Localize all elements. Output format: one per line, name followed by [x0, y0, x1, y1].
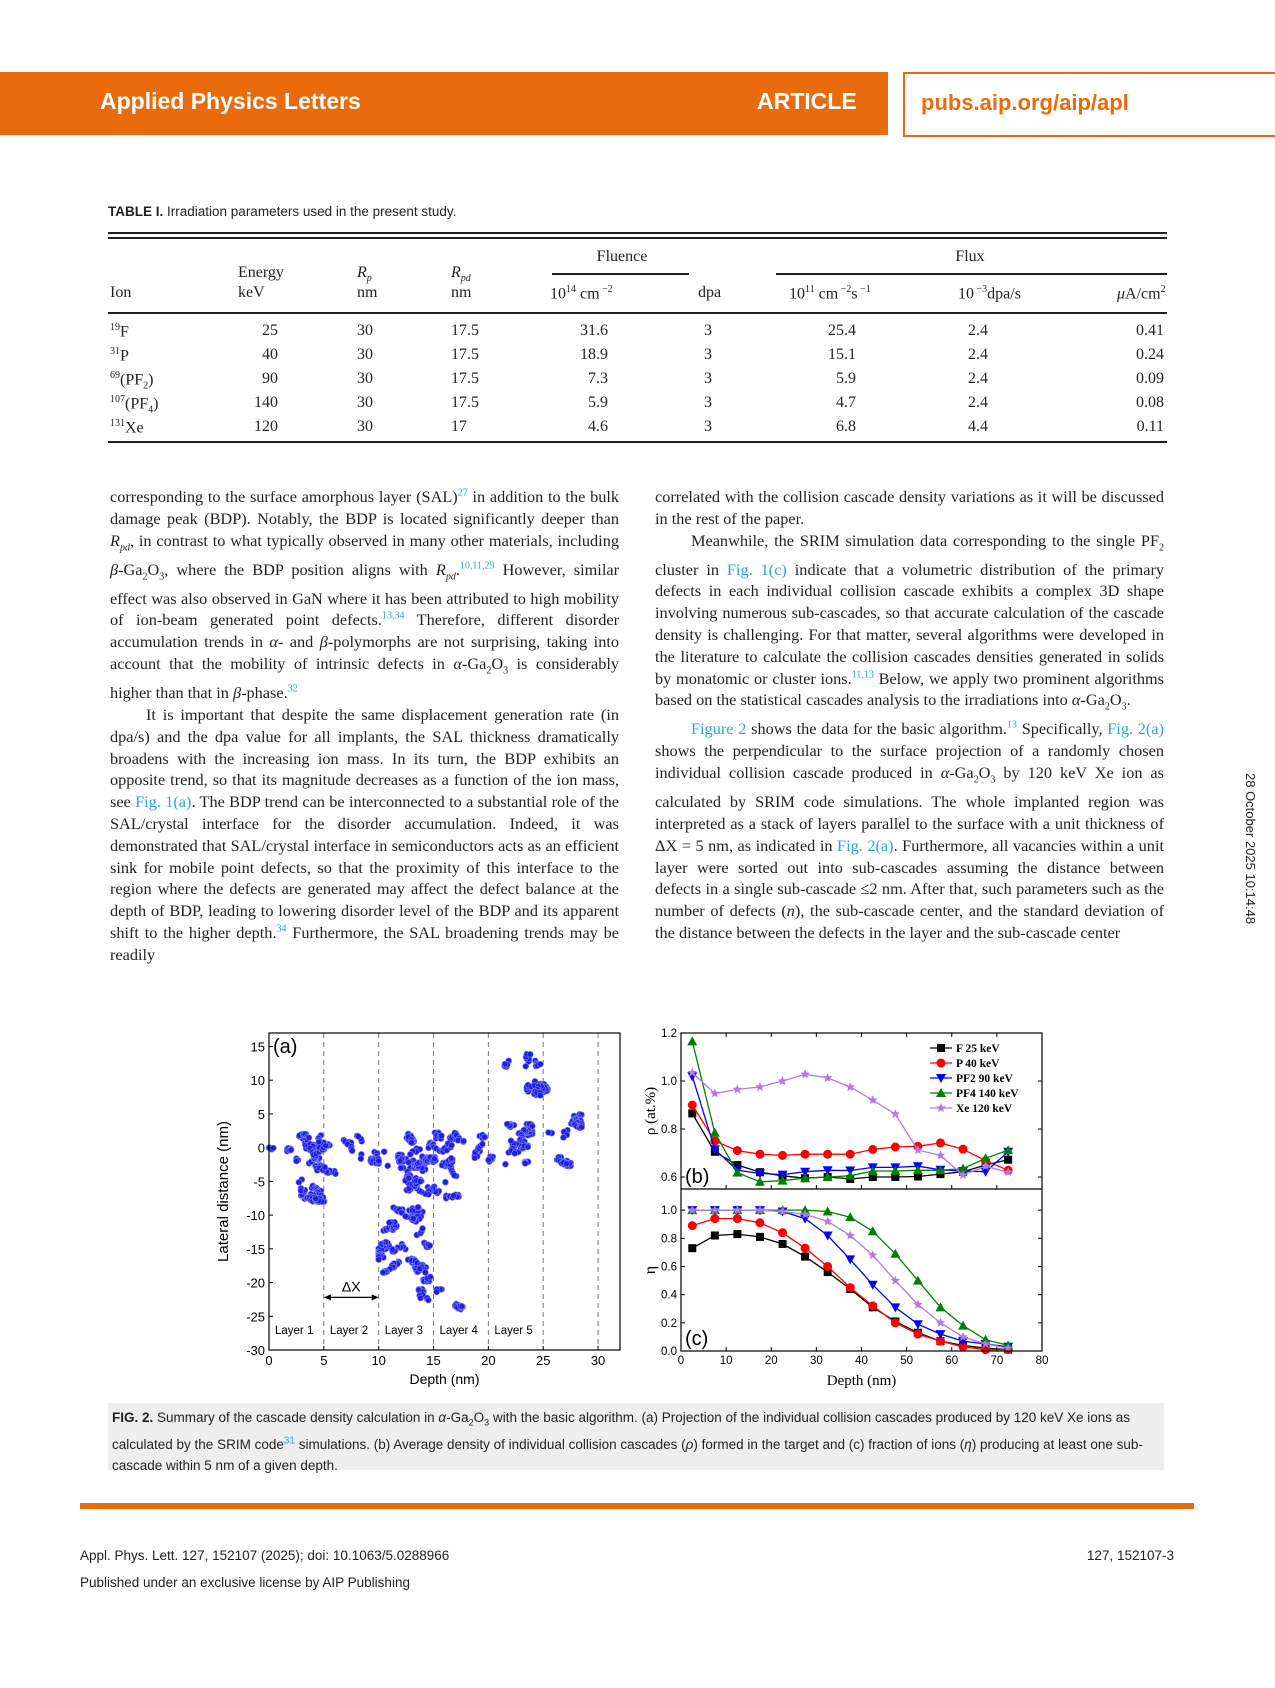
- figure-link[interactable]: Fig. 1(c): [726, 559, 787, 579]
- x-tick-label: 50: [900, 1355, 914, 1367]
- table-cell-dpa-rate: 2.4: [968, 346, 988, 363]
- table-cell-fluence: 18.9: [580, 346, 608, 363]
- table-caption: [108, 204, 456, 219]
- figure-link[interactable]: Fig. 1(a): [135, 792, 192, 812]
- x-tick-label: 0: [265, 1353, 273, 1368]
- table-cell-fluence: 7.3: [588, 370, 608, 387]
- x-tick-label: 20: [481, 1353, 496, 1368]
- ref-link[interactable]: 34: [276, 923, 287, 935]
- table-cell-energy: 140: [254, 394, 278, 411]
- table-cell-current: 0.24: [1136, 346, 1164, 363]
- paragraph: corresponding to the surface amorphous layer (SAL)$^{27}$ in addition to the bulk damage peak (BDP). Notably, the BDP is located significantly deeper than $R_{pd}$, in contrast to what typically observed in many other materials, including $\beta-Ga_2O_3$, where the BDP position aligns with $R_{pd}.^{10,11,29}$ However, similar effect was also observed in GaN where it has been attributed to high mobility of ion-beam generated point defects.$^{13,34}$ Therefore, different disorder accumulation trends in α- and β-polymorphs are not surprising, taking into account that the mobility of intrinsic defects in $\alpha-Ga_2O_3$ is considerably higher than that in β-phase.$^{32}$: [110, 487, 620, 703]
- table-cell-energy: 90: [262, 370, 278, 387]
- y-tick-label-eta: 0.8: [661, 1233, 677, 1246]
- table-header-rule: [108, 312, 1167, 314]
- y-tick-label: -30: [246, 1343, 265, 1358]
- panel-label-b: (b): [685, 1166, 710, 1188]
- table-bottom-rule: [108, 441, 1167, 443]
- table-cell-dpa: 3: [704, 322, 712, 339]
- cascade-points: [266, 1051, 585, 1312]
- table-cell-fluence: 4.6: [588, 418, 608, 435]
- group-header-fluence: Fluence: [596, 248, 648, 265]
- y-tick-label: 10: [250, 1073, 265, 1089]
- col-header-rp-unit: nm: [357, 284, 378, 301]
- table-cell-rpd: 17.5: [451, 346, 479, 363]
- table-cell-energy: 40: [262, 346, 278, 363]
- col-header-rp: $R_p$: [357, 264, 372, 285]
- y-tick-label-eta: 1.0: [661, 1205, 677, 1218]
- x-tick-label: 20: [764, 1355, 778, 1367]
- table-cell-rpd: 17.5: [451, 394, 479, 411]
- figure-2a-scatter: [210, 1028, 630, 1393]
- ref-link[interactable]: 32: [287, 683, 298, 695]
- table-cell-rpd: 17: [451, 418, 467, 435]
- layer-label: Layer 1: [275, 1324, 314, 1337]
- table-cell-rp: 30: [357, 394, 373, 411]
- table-cell-flux: 6.8: [836, 418, 856, 435]
- ref-link[interactable]: 13: [1007, 720, 1017, 732]
- table-cell-rpd: 17.5: [451, 322, 479, 339]
- y-tick-label: -10: [246, 1208, 265, 1224]
- y-tick-label: 5: [257, 1106, 265, 1122]
- col-header-dpa: dpa: [698, 284, 722, 301]
- figure-caption: FIG. 2. Summary of the cascade density calculation in $\alpha-Ga_2O_3$ with the basic algorithm. (a) Projection of the individual collision cascades produced by 120 keV Xe ions as calculated by the SRIM code$^{31}$ simulations. (b) Average density of individual collision cascades (ρ) formed in the target and (c) fraction of ions (η) producing at least one sub-cascade within 5 nm of a given depth.: [112, 1410, 1143, 1473]
- figure-link[interactable]: Fig. 2(a): [1107, 719, 1164, 739]
- table-cell-rp: 30: [357, 370, 373, 387]
- body-right-column: [655, 486, 1164, 944]
- figure-link[interactable]: Fig. 2(a): [837, 835, 894, 855]
- x-tick-label: 25: [535, 1353, 551, 1368]
- x-tick-label: 30: [590, 1353, 606, 1368]
- table-cell-ion: $^{131}$Xe: [110, 418, 144, 437]
- download-timestamp: 28 October 2025 10:14:48: [1243, 773, 1258, 925]
- table-cell-current: 0.41: [1136, 322, 1164, 339]
- delta-x-label: ΔX: [341, 1278, 361, 1295]
- y-tick-label-eta: 0.4: [661, 1289, 677, 1302]
- col-header-ion: Ion: [110, 284, 132, 301]
- table-cell-dpa: 3: [704, 346, 712, 363]
- y-tick-label-eta: 0.2: [661, 1317, 677, 1330]
- y-tick-label: -5: [253, 1174, 265, 1190]
- ref-link[interactable]: 11,13: [851, 669, 874, 681]
- x-tick-label: 40: [855, 1355, 868, 1367]
- y-axis-label-rho: ρ (at.%): [643, 1086, 659, 1136]
- journal-url-link[interactable]: pubs.aip.org/aip/apl: [921, 90, 1129, 115]
- col-header-rpd-unit: nm: [451, 284, 472, 301]
- footer-license: Published under an exclusive license by AIP Publishing: [80, 1575, 410, 1590]
- article-type-label: ARTICLE: [757, 88, 857, 114]
- flux-group-rule: [776, 273, 1167, 275]
- footer-citation: Appl. Phys. Lett. 127, 152107 (2025); doi: 10.1063/5.0288966: [80, 1548, 450, 1563]
- table-cell-rp: 30: [357, 322, 373, 339]
- x-tick-label: 80: [1035, 1355, 1049, 1367]
- legend-label: P 40 keV: [956, 1058, 1000, 1070]
- layer-label: Layer 4: [439, 1324, 478, 1337]
- y-tick-label-rho: 1.0: [661, 1076, 677, 1088]
- table-cell-current: 0.09: [1136, 370, 1164, 387]
- ref-link[interactable]: 31: [283, 1435, 295, 1447]
- table-caption-text: Irradiation parameters used in the present study.: [167, 204, 457, 219]
- y-axis-label-eta: η: [642, 1265, 659, 1275]
- table-cell-flux: 15.1: [828, 346, 856, 363]
- y-tick-label: -15: [246, 1241, 265, 1257]
- x-tick-label: 10: [371, 1353, 386, 1368]
- table-cell-current: 0.08: [1136, 394, 1164, 411]
- fluence-group-rule: [552, 273, 689, 275]
- table-cell-dpa: 3: [704, 418, 712, 435]
- y-tick-label: 15: [250, 1039, 265, 1055]
- table-cell-flux: 25.4: [828, 322, 856, 339]
- x-axis-label: Depth (nm): [409, 1371, 480, 1387]
- ref-link[interactable]: 27: [457, 487, 468, 499]
- table-cell-dpa: 3: [704, 394, 712, 411]
- table-cell-dpa-rate: 2.4: [968, 322, 988, 339]
- col-header-rpd: $R_{pd}$: [451, 264, 471, 285]
- table-cell-dpa: 3: [704, 370, 712, 387]
- col-header-energy-unit: keV: [238, 284, 265, 301]
- col-header-flux-unit: $10^{11}$ cm $^{-2}$s $^{-1}$: [789, 284, 871, 303]
- col-header-fluence-unit: $10^{14}$ cm $^{-2}$: [550, 284, 613, 303]
- y-tick-label-rho: 1.2: [661, 1028, 677, 1040]
- x-tick-label: 70: [990, 1355, 1004, 1367]
- eta-series-xe-120-kev: [688, 1205, 1013, 1352]
- table-cell-rpd: 17.5: [451, 370, 479, 387]
- x-tick-label: 15: [426, 1353, 441, 1368]
- y-tick-label: -25: [246, 1309, 265, 1325]
- table-top-rule: [108, 232, 1167, 234]
- panel-label-c: (c): [685, 1328, 709, 1350]
- x-tick-label: 0: [677, 1355, 685, 1367]
- col-header-dpa-rate: 10 $^{-3}$dpa/s: [958, 284, 1021, 303]
- table-cell-ion: $^{69}(PF_2)$: [110, 370, 154, 392]
- table-top-rule-2: [108, 237, 1167, 239]
- footer-bar: [80, 1503, 1194, 1509]
- y-tick-label-eta: 0.6: [661, 1261, 677, 1274]
- layer-label: Layer 3: [384, 1324, 424, 1337]
- table-cell-dpa-rate: 2.4: [968, 394, 988, 411]
- table-cell-rp: 30: [357, 346, 373, 363]
- table-cell-flux: 4.7: [836, 394, 856, 411]
- footer-page-number: 127, 152107-3: [1086, 1548, 1174, 1563]
- figure-2bc-line-charts: [640, 1020, 1070, 1400]
- y-tick-label-rho: 0.8: [661, 1124, 677, 1136]
- x-tick-label: 10: [719, 1355, 733, 1367]
- y-tick-label-rho: 0.6: [661, 1172, 677, 1184]
- ref-link[interactable]: 10,11,29: [459, 560, 495, 572]
- body-left-column: [110, 486, 619, 965]
- table-cell-flux: 5.9: [836, 370, 856, 387]
- ref-link[interactable]: 13,34: [381, 611, 405, 623]
- x-tick-label: 30: [809, 1355, 823, 1367]
- x-tick-label: 60: [945, 1355, 959, 1367]
- table-label: TABLE I.: [108, 204, 164, 219]
- paragraph: It is important that despite the same displacement generation rate (in dpa/s) and the dpa value for all implants, the SAL thickness dramatically broadens with the increasing ion mass. In its turn, the BDP exhibits an opposite trend, so that its magnitude decreases as a function of the ion mass, see Fig. 1(a). The BDP trend can be interconnected to a substantial role of the SAL/crystal interface for the disorder accumulation. Indeed, it was demonstrated that SAL/crystal interface in semiconductors acts as an efficient sink for mobile point defects, so that the proximity of this interface to the region where the defects are generated may affect the defect balance at the depth of BDP, leading to lowering disorder level of the BDP and its apparent shift to the higher depth.$^{34}$ Furthermore, the SAL broadening trends may be readily: [110, 704, 620, 964]
- table-cell-ion: $^{19}$F: [110, 322, 129, 341]
- y-tick-label-eta: 0.0: [661, 1346, 677, 1358]
- journal-title: Applied Physics Letters: [100, 88, 361, 114]
- x-axis-label: Depth (nm): [826, 1373, 897, 1389]
- table-cell-rp: 30: [357, 418, 373, 435]
- paragraph: Figure 2 shows the data for the basic algorithm.$^{13}$ Specifically, Fig. 2(a) shows the perpendicular to the surface projection of a randomly chosen individual collision cascade produced in $\alpha-Ga_2O_3$ by 120 keV Xe ion as calculated by SRIM code simulations. The whole implanted region was interpreted as a stack of layers parallel to the surface with a unit thickness of ΔX = 5 nm, as indicated in Fig. 2(a). Furthermore, all vacancies within a unit layer were sorted out into sub-cascades assuming the distance between defects in a single sub-cascade ≤2 nm. After that, such parameters such as the number of defects (n), the sub-cascade center, and the standard deviation of the distance between the defects in the layer and the sub-cascade center: [655, 719, 1164, 942]
- eta-series-pf4-140-kev: [687, 1205, 1013, 1349]
- table-cell-dpa-rate: 4.4: [968, 418, 988, 435]
- legend-label: PF2 90 keV: [956, 1073, 1013, 1085]
- legend: [930, 1043, 1019, 1115]
- table-cell-current: 0.11: [1136, 418, 1164, 435]
- layer-label: Layer 5: [494, 1324, 533, 1337]
- table-cell-ion: $^{31}$P: [110, 346, 129, 365]
- panel-label: (a): [273, 1036, 298, 1058]
- legend-label: PF4 140 keV: [956, 1088, 1019, 1100]
- paragraph: Meanwhile, the SRIM simulation data corresponding to the single $PF_2$ cluster in Fig. 1(c) indicate that a volumetric distribution of the primary defects in each individual collision cascade exhibits a complex 3D shape involving numerous sub-cascades, so that accurate calculation of the cascade density is challenging. For that matter, several algorithms were developed in the literature to calculate the collision cascades densities generated in solids by monatomic or cluster ions.$^{11,13}$ Below, we apply two prominent algorithms based on the statistical cascades analysis to the irradiations into $\alpha-Ga_2O_3$.: [655, 530, 1165, 713]
- table-cell-energy: 25: [262, 322, 278, 339]
- layer-label: Layer 2: [329, 1324, 369, 1337]
- table-cell-dpa-rate: 2.4: [968, 370, 988, 387]
- y-tick-label: 0: [257, 1140, 265, 1156]
- eta-series-pf2-90-kev: [687, 1206, 1013, 1352]
- table-cell-fluence: 5.9: [588, 394, 608, 411]
- y-tick-label: -20: [246, 1275, 265, 1291]
- col-header-energy: Energy: [238, 264, 284, 281]
- x-tick-label: 5: [320, 1353, 328, 1368]
- paragraph: correlated with the collision cascade density variations as it will be discussed in the rest of the paper.: [655, 487, 1164, 528]
- group-header-flux: Flux: [955, 248, 985, 265]
- legend-label: Xe 120 keV: [956, 1103, 1013, 1115]
- figure-label: FIG. 2.: [112, 1410, 154, 1425]
- table-cell-energy: 120: [254, 418, 278, 435]
- figure-link[interactable]: Figure 2: [691, 719, 747, 739]
- col-header-current: $\mu A/cm^2$: [1117, 284, 1166, 303]
- y-axis-label: Lateral distance (nm): [215, 1121, 232, 1262]
- table-cell-ion: $^{107}(PF_4)$: [110, 394, 159, 416]
- table-cell-fluence: 31.6: [580, 322, 608, 339]
- legend-label: F 25 keV: [956, 1043, 1000, 1055]
